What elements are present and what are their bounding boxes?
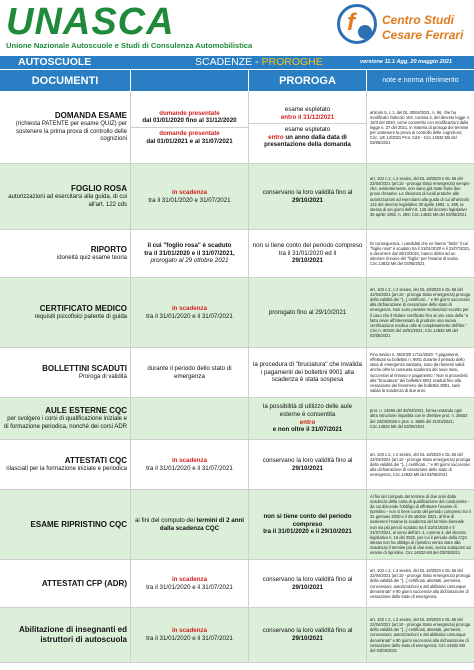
- extension-text: la possibilità di utilizzo delle aule esterne è consentita: [262, 403, 353, 418]
- table-row: [0, 608, 474, 663]
- extension-date: entro il 31/12/2021: [280, 113, 335, 121]
- note-cell: [367, 440, 474, 489]
- note-text: Fino avviso n. 36/2020 17/12/2020: "i pagamenti, effettuati su bollettini n. 9001 durante il periodo dello stato di emergenza sanitaria, sono da ritenersi validi anche oltre la consueta scadenza dei nove mesi, successivi al rinnovo e pagamento." Non si procederà alla "bruciatura" dei bollettini 9001 scaduti fino alla cessazione del fenomeno dei bollettini 9001, sarà valida la scadenza di due anni.: [370, 352, 468, 393]
- extension-cell: [249, 560, 367, 607]
- doc-title: ATTESTATI CFP (ADR): [41, 578, 127, 588]
- extension-date: 29/10/2021: [292, 196, 323, 204]
- extension-text: esame espletato: [284, 126, 331, 134]
- deadline-cell: [131, 278, 249, 347]
- doc-subtitle: idoneità quiz esame teoria: [56, 254, 127, 261]
- note-text: prot. n. 14666 del 30/04/2021, forma restando ogni altra istruzione impartita con le direttive prot. n. 25602 del 23/09/2020 e prot. n. 8686 del 31/03/2021; Circ.14832 Mit del 03/05/2021: [370, 408, 468, 429]
- note-cell: [367, 92, 474, 163]
- doc-subtitle: requisiti psicofisici patente di guida: [34, 313, 127, 320]
- doc-subtitle: rilasciati per la formazione iniziale e periodica: [6, 465, 127, 472]
- deadline-text: ai fini del computo dei: [134, 516, 195, 524]
- title-scadenze: SCADENZE -: [195, 56, 262, 68]
- col-header-documenti: DOCUMENTI: [0, 70, 131, 91]
- table-row: [0, 560, 474, 608]
- extension-cell: [249, 608, 367, 662]
- note-cell: [367, 490, 474, 559]
- doc-cell: [0, 608, 131, 662]
- note-cell: [367, 230, 474, 277]
- extension-text: conservano la loro validità fino al: [262, 188, 353, 196]
- deadline-cell: [131, 230, 249, 277]
- deadline-extension: prorogato al 29 ottobre 2021: [150, 257, 229, 265]
- note-text: art. 103 c.2, c.2 sexies, del DL 18/2020 e DL 56 del 22/04/2021 (art.10 - proroga Stato emergenza) proroga della validità dei "[...] certificati..." e 90 giorni successivi alla dichiarazione di cessazione dello stato di emergenza; Circ.14832 Mit del 03/05/2021: [370, 451, 471, 478]
- title-bar: [0, 56, 474, 69]
- doc-title: DOMANDA ESAME: [54, 111, 127, 121]
- deadline-cell: [131, 92, 249, 163]
- extension-text: conservano la loro validità fino al: [262, 627, 353, 635]
- col-header-scadenza: [131, 70, 249, 91]
- extension-date: 29/10/2021: [292, 583, 323, 591]
- note-cell: [367, 164, 474, 229]
- note-cell: [367, 398, 474, 439]
- note-cell: [367, 278, 474, 347]
- table-row: [0, 398, 474, 440]
- note-text: art. 103 c.2, c.2 sexies, del DL 18/2020 e DL 56 del 22/04/2021 (art.10 - proroga Stato emergenza) proroga della validità dei "[...] certificati, attestati, permessi, concessioni, autorizzazioni e atti abilitativi comunque denominati" e 90 giorni successivi alla dichiarazione di cessazione dello stato di emergenza.: [370, 568, 471, 599]
- doc-cell: [0, 560, 131, 607]
- extension-text: conservano la loro validità fino al: [262, 456, 353, 464]
- extension-date: 29/10/2021: [292, 464, 323, 472]
- doc-subtitle: autorizzazioni ad esercitarsi alla guida, di cui all'art. 122 cds: [8, 194, 127, 208]
- note-text: Di conseguenza, i candidati che ne hanno "titolo" il cui "foglio rosa" è scaduto tra il 31/01/2020 e il 31/07/2021, a decorrere dal 30/10/2021, hanno diritto ad un ulteriore rinnovo del "foglio" per l'esame di teoria. Circ.14832 Mit del 03/05/2021: [370, 240, 471, 267]
- centro-studi-title-line1: Centro Studi: [382, 13, 454, 27]
- extension-cell: [249, 348, 367, 397]
- doc-cell: [0, 348, 131, 397]
- doc-subtitle: Proroga di validità: [78, 373, 127, 380]
- deadline-range: tra il 31/01/2020 e il 31/07/2021: [146, 635, 233, 642]
- doc-cell: [0, 278, 131, 347]
- table-row: [0, 490, 474, 560]
- table-row: [0, 348, 474, 398]
- extension-cell: [249, 230, 367, 277]
- note-cell: [367, 348, 474, 397]
- deadlines-table: [0, 70, 474, 663]
- deadline-label: domande presentate: [159, 130, 220, 137]
- doc-title: Abilitazione di insegnanti ed istruttori di autoscuola: [18, 625, 127, 644]
- note-text: art. 103 c.2, c.2 sexies, del DL 18/2020 e DL 56 del 22/04/2021 (art.10 - proroga Stato emergenza) proroga della validità dei "[...] certificati..." e 90 giorni successivi alla dichiarazione di cessazione dello stato di emergenza. Non sono previste motivazioni eccetto per il caso che il titolare certificato fino al uno sara della "a fatto ovvie all'interessato di produrre una nuova certificazione medica utile al completamento dell'iter." Circ.n. 90340 del 18/01/2021; Circ.14832 Mit del 03/05/2021: [370, 287, 471, 338]
- deadline-label: in scadenza: [171, 575, 208, 583]
- doc-cell: [0, 164, 131, 229]
- deadline-label: domande presentate: [159, 109, 220, 117]
- extension-text: esame espletato: [284, 106, 331, 114]
- extension-text: non si tiene conto del periodo compreso: [263, 513, 352, 528]
- extension-date: tra il 31/01/2020 e il 29/10/2021: [263, 528, 352, 536]
- deadline-range: tra il 31/01/2020 e il 31/07/2021: [146, 583, 233, 591]
- deadline-label: in scadenza: [171, 456, 208, 464]
- deadline-label: in scadenza: [171, 304, 208, 312]
- extension-cell: [249, 92, 367, 163]
- doc-title: CERTIFICATO MEDICO: [39, 303, 127, 313]
- extension-term: un anno dalla data di presentazione della domanda: [264, 133, 351, 149]
- title-proroghe: PROROGHE: [261, 56, 323, 68]
- table-header: [0, 70, 474, 92]
- table-row: [0, 92, 474, 164]
- col-header-note: note e norma riferimento: [382, 77, 459, 84]
- extension-cell: [249, 398, 367, 439]
- centro-studi-logo-icon: f: [337, 4, 377, 44]
- deadline-cell: [131, 608, 249, 662]
- deadline-cell: [131, 164, 249, 229]
- extension-entro: entro: [299, 418, 316, 426]
- doc-title: BOLLETTINI SCADUTI: [42, 363, 127, 373]
- deadline-term: termini di 2 anni dalla scadenza CQC: [159, 516, 245, 532]
- deadline-cell: [131, 398, 249, 439]
- centro-studi-title-line2: Cesare Ferrari: [382, 28, 464, 42]
- unasca-subtitle: Unione Nazionale Autoscuole e Studi di Consulenza Automobilistica: [6, 41, 253, 50]
- note-text: articolo 5, c.1, del DL 30/04/2021, n. 56, che ha modificato l'articolo 103, comma 2, del decreto legge n. 18/3 del 2020, come convertito con modificazioni dalla legge n. 27 del 2021, in materia di proroga dei termine per sostenere la prova di controllo delle cognizioni; Circ. UE 13/2021 Prot. CdS - Circ.14832 Mit del 03/05/2021: [370, 109, 470, 146]
- doc-subtitle: (richiesta PATENTE per esame QUIZ) per sostenere la prima prova di controllo delle cognizioni: [15, 121, 127, 143]
- extension-date: 29/10/2021: [292, 635, 323, 642]
- extension-cell: [249, 278, 367, 347]
- deadline-cell: [131, 490, 249, 559]
- deadline-range: tra il 31/01/2020 e 31/07/2021: [148, 196, 231, 204]
- doc-title: FOGLIO ROSA: [71, 184, 127, 193]
- col-header-proroga: PROROGA: [249, 70, 367, 91]
- doc-title: RIPORTO: [90, 244, 127, 254]
- note-text: art. 103 c.2, c.2 sexies, del DL 18/2020 e DL 56 del 22/04/2021 (art.10 - proroga Stato emergenza) proroga della validità dei "[...] certificati, attestati, permessi, concessioni, autorizzazioni e atti abilitativi comunque denominati" e 90 giorni successivi alla dichiarazione di cessazione dello stato di emergenza; Circ.14832 Mit del 03/05/2021: [370, 617, 471, 653]
- doc-title: ESAME RIPRISTINO CQC: [30, 519, 127, 529]
- deadline-cell: [131, 348, 249, 397]
- note-text: Al fini del computo del termine di due anni dalla scadenza della carta di qualificazione del conducente - da cui discende l'obbligo di effettuare l'esame di ripristino - non si tiene conto del periodo compreso tra il 31 gennaio 2020 e il 29 ottobre 2021, al fine di sostenere l'esame la scadenza del termine biennale non sia più perciò scaduto tra il 31/01/2020 e il 31/07/2021, ai sensi dell'art. 4, comma 4, del decreto legislativo n. 16 del 2022, per cui il periodo della CQC stessa non ha obbligo di ripristino senza stare alla scadenza il termine più di due anni, senza sottoporsi ad esame di ripristino. Circ.14832 Mit del 03/05/2021: [370, 493, 471, 555]
- extension-text: prorogato fino al 29/10/2021: [268, 308, 347, 316]
- doc-subtitle: per svolgere i corsi di qualificazione iniziale e di formazione periodica, nonché dei corsi ADR: [3, 416, 127, 430]
- deadline-range: tra il 31/01/2020 e il 31/07/2021,: [144, 249, 235, 257]
- deadline-text: durante il periodo dello stato di emergenza: [147, 364, 232, 380]
- doc-cell: [0, 230, 131, 277]
- doc-cell: [0, 398, 131, 439]
- note-cell: [367, 608, 474, 662]
- deadline-range: tra il 31/01/2020 e il 31/07/2021: [146, 464, 233, 472]
- note-cell: [367, 560, 474, 607]
- extension-text: conservano la loro validità fino al: [262, 575, 353, 583]
- table-row: [0, 164, 474, 230]
- extension-text: non si tiene conto del periodo compreso tra il 31/01/2020 ed il: [252, 242, 363, 257]
- unasca-logo: UNASCA: [6, 1, 175, 43]
- deadline-range: dal 01/01/2021 e al 31/07/2021: [146, 137, 233, 145]
- deadline-label: in scadenza: [171, 188, 208, 196]
- title-autoscuole: AUTOSCUOLE: [18, 56, 92, 68]
- title-scadenze-proroghe: [195, 56, 323, 69]
- version-label: versione 11.1 Agg. 20 maggio 2021: [360, 59, 453, 65]
- extension-date: e non oltre il 31/07/2021: [272, 426, 343, 434]
- deadline-cell: [131, 440, 249, 489]
- doc-title: ATTESTATI CQC: [64, 455, 127, 465]
- doc-cell: [0, 92, 131, 163]
- deadline-range: tra il 31/01/2020 e il 31/07/2021: [146, 312, 233, 320]
- doc-cell: [0, 490, 131, 559]
- deadline-label: il cui "foglio rosa" è scaduto: [147, 242, 232, 250]
- extension-cell: [249, 440, 367, 489]
- doc-title: AULE ESTERNE CQC: [45, 406, 127, 415]
- deadline-range: dal 01/01/2020 fino al 31/12/2020: [142, 117, 237, 125]
- doc-cell: [0, 440, 131, 489]
- extension-cell: [249, 490, 367, 559]
- table-row: [0, 440, 474, 490]
- extension-entro: entro: [268, 133, 284, 141]
- extension-cell: [249, 164, 367, 229]
- table-row: [0, 278, 474, 348]
- note-text: art. 103 c.2, c.2 sexies, del DL 18/2020 e DL 56 del 22/04/2021 (art.10 - proroga Stato emergenza) sempre che, evidentemente, non siano già state fruite due prove d'esame. La rilevanza di lucidi pratiche alle autorizzazioni ad esercitarsi alla guida di cui all'articolo 122 del decreto legislativo 30 aprile 1992, n. 285, la stessa di sei giorni dell'Art. 128 del decreto legislativo 30 aprile 1992, n. 285; Circ.14832 Mit del 03/05/2021: [370, 176, 470, 217]
- page-header: [0, 0, 474, 56]
- extension-date: 29/10/2021: [292, 257, 323, 265]
- table-row: [0, 230, 474, 278]
- extension-text: la procedura di "bruciatura" che invalida i pagamenti dei bollettini 9001 alla scadenza è stata sospesa: [253, 361, 362, 384]
- deadline-label: in scadenza: [171, 627, 208, 635]
- deadline-cell: [131, 560, 249, 607]
